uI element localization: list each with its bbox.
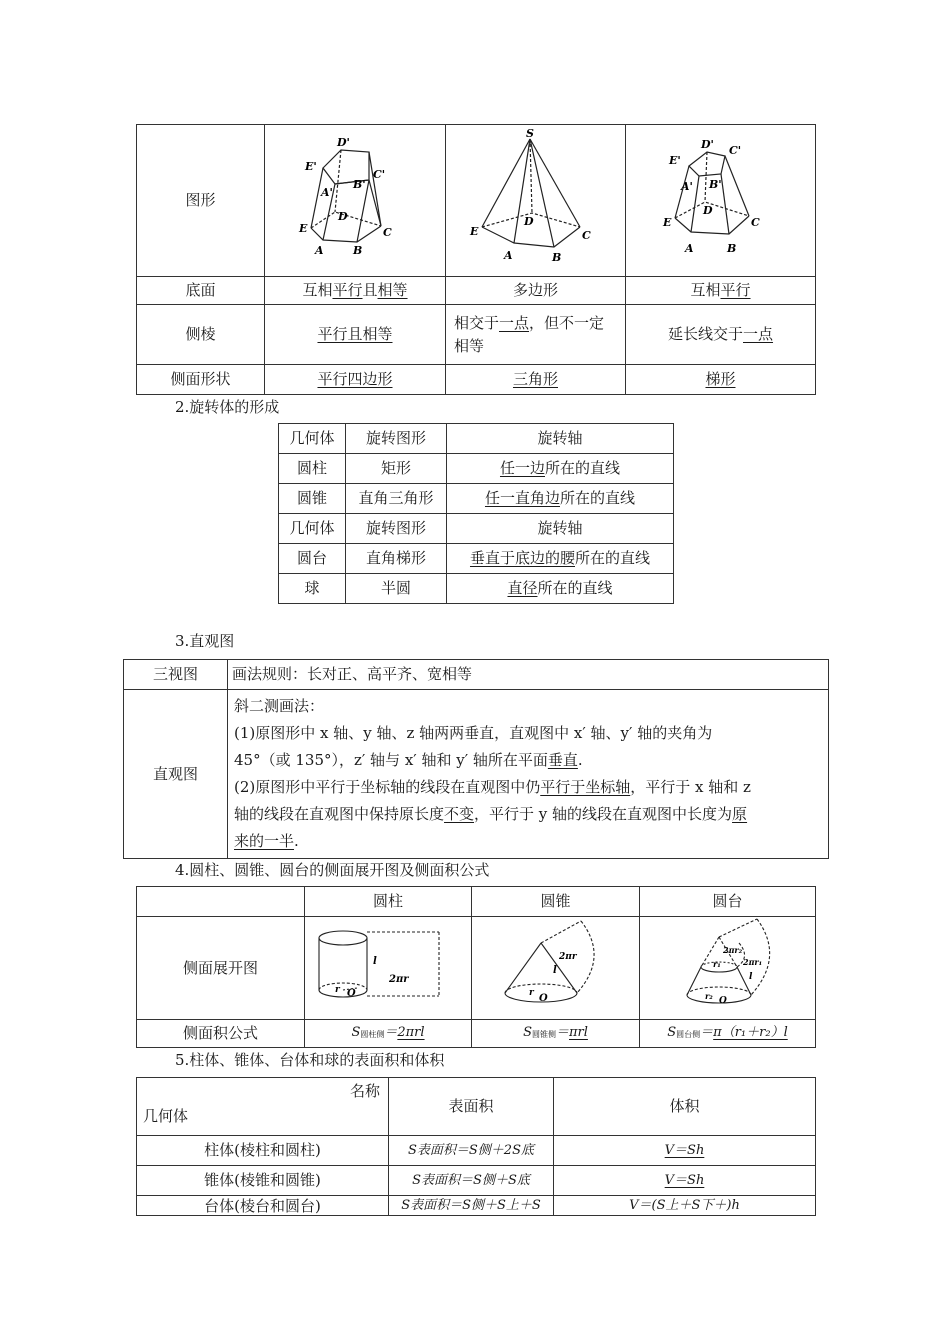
svg-text:A: A — [315, 244, 324, 258]
svg-text:A': A' — [680, 179, 693, 193]
rot-cell: 圆柱 — [279, 454, 346, 484]
svg-text:D': D' — [700, 137, 714, 151]
lat-unfold-label: 侧面展开图 — [137, 917, 305, 1020]
svg-text:r₁: r₁ — [712, 959, 721, 969]
section-4-title: 4.圆柱、圆锥、圆台的侧面展开图及侧面积公式 — [175, 861, 490, 879]
intuitive-rules: 斜二测画法： (1)原图形中 x 轴、y 轴、z 轴两两垂直，直观图中 x′ 轴、y′ 轴的夹角为 45°（或 135°），z′ 轴与 x′ 轴和 y′ 轴所在平面垂直. (2)原图形中平行于坐标轴的线段在直观图中仍平行于坐标轴，平行于 x 轴和 z 轴的线段在直观图中保持原长度不变，平行于 y 轴的线段在直观图中长度为原 来的一半. — [228, 690, 829, 859]
frustum-formula: S圆台侧＝π（r₁＋r₂）l — [640, 1019, 816, 1047]
row-label-figure: 图形 — [137, 125, 265, 277]
frustum-face-shape: 梯形 — [626, 365, 816, 395]
svg-text:C: C — [581, 229, 591, 243]
svg-text:D: D — [523, 215, 534, 229]
vol-row-volume: V＝Sh — [554, 1136, 816, 1166]
cylinder-unfold — [305, 917, 472, 1020]
frustum-unfold-diagram — [653, 917, 803, 1012]
svg-text:E: E — [662, 215, 671, 229]
lateral-area-table — [136, 886, 816, 1048]
frustum-unfold — [640, 917, 816, 1020]
three-view-rule: 画法规则：长对正、高平齐、宽相等 — [228, 660, 829, 690]
rot-cell: 球 — [279, 574, 346, 604]
svg-text:r₂: r₂ — [704, 991, 713, 1001]
intuitive-view-table — [123, 659, 829, 859]
row-label-base: 底面 — [137, 277, 265, 305]
svg-text:E: E — [469, 225, 478, 239]
frustum-figure — [626, 125, 816, 277]
prism-face-shape: 平行四边形 — [265, 365, 446, 395]
three-view-label: 三视图 — [124, 660, 228, 690]
cylinder-formula: S圆柱侧＝2πrl — [305, 1019, 472, 1047]
frustum-lateral-edge: 延长线交于一点 — [626, 305, 816, 365]
svg-text:C': C' — [728, 143, 741, 157]
pyramid-face-shape: 三角形 — [446, 365, 626, 395]
lat-header-empty — [137, 887, 305, 917]
row-label-face-shape: 侧面形状 — [137, 365, 265, 395]
svg-text:2πr: 2πr — [558, 952, 577, 962]
svg-text:O: O — [538, 993, 548, 1004]
svg-text:D: D — [338, 210, 348, 224]
svg-text:D: D — [702, 203, 713, 217]
rot-header-figure: 旋转图形 — [346, 424, 447, 454]
prism-label: D' — [337, 136, 350, 150]
vol-header-name: 名称 — [349, 1082, 380, 1100]
svg-text:C: C — [383, 226, 392, 240]
frustum-diagram — [661, 130, 781, 265]
lat-formula-label: 侧面积公式 — [137, 1019, 305, 1047]
cone-unfold — [472, 917, 640, 1020]
frustum-base: 互相平行 — [626, 277, 816, 305]
vol-row-name: 台体(棱台和圆台) — [137, 1196, 389, 1216]
svg-text:A: A — [503, 249, 513, 263]
polyhedra-table — [136, 124, 816, 395]
rot-cell: 直角三角形 — [346, 484, 447, 514]
cone-formula: S圆锥侧＝πrl — [472, 1019, 640, 1047]
vol-row-name: 柱体(棱柱和圆柱) — [137, 1136, 389, 1166]
row-label-lateral-edge: 侧棱 — [137, 305, 265, 365]
volume-table — [136, 1077, 816, 1216]
rot-cell: 旋转轴 — [447, 514, 674, 544]
vol-row-area: S表面积＝S侧＋2S底 — [389, 1136, 554, 1166]
section-2-title: 2.旋转体的形成 — [175, 398, 280, 416]
rot-cell: 圆台 — [279, 544, 346, 574]
rot-header-axis: 旋转轴 — [447, 424, 674, 454]
svg-text:C: C — [750, 215, 760, 229]
intuitive-label: 直观图 — [124, 690, 228, 859]
svg-text:B: B — [726, 241, 736, 255]
prism-diagram — [295, 132, 415, 262]
rot-axis-frustum: 垂直于底边的腰所在的直线 — [447, 544, 674, 574]
cylinder-unfold-diagram — [313, 920, 463, 1010]
lat-header-cylinder: 圆柱 — [305, 887, 472, 917]
svg-text:B': B' — [708, 177, 722, 191]
svg-text:l: l — [373, 955, 377, 967]
prism-base: 互相平行且相等 — [265, 277, 446, 305]
rot-cell: 半圆 — [346, 574, 447, 604]
svg-text:E: E — [299, 222, 308, 236]
vol-header-volume: 体积 — [554, 1078, 816, 1136]
svg-text:E': E' — [668, 153, 681, 167]
pyramid-figure — [446, 125, 626, 277]
vol-header-body: 几何体 — [143, 1106, 189, 1125]
svg-text:r: r — [335, 984, 340, 995]
vol-row-volume: V＝Sh — [554, 1166, 816, 1196]
svg-text:E': E' — [305, 160, 317, 174]
svg-text:A: A — [684, 241, 694, 255]
pyramid-lateral-edge: 相交于一点，但不一定相等 — [446, 305, 626, 365]
vol-row-area: S表面积＝S侧＋S底 — [389, 1166, 554, 1196]
rot-cell: 圆锥 — [279, 484, 346, 514]
rot-axis-cylinder: 任一边所在的直线 — [447, 454, 674, 484]
svg-text:l: l — [748, 972, 752, 982]
svg-text:l: l — [552, 965, 557, 976]
vol-row-area: S表面积＝S侧＋S上＋S — [389, 1196, 554, 1216]
svg-text:O: O — [347, 987, 356, 999]
vol-row-name: 锥体(棱锥和圆锥) — [137, 1166, 389, 1196]
rot-axis-sphere: 直径所在的直线 — [447, 574, 674, 604]
svg-text:A': A' — [321, 186, 333, 200]
rot-header-body: 几何体 — [279, 424, 346, 454]
rot-cell: 矩形 — [346, 454, 447, 484]
vol-header-area: 表面积 — [389, 1078, 554, 1136]
lat-header-cone: 圆锥 — [472, 887, 640, 917]
svg-text:B: B — [551, 251, 561, 265]
svg-text:r: r — [528, 988, 534, 998]
prism-lateral-edge: 平行且相等 — [265, 305, 446, 365]
rot-axis-cone: 任一直角边所在的直线 — [447, 484, 674, 514]
svg-text:2πr₁: 2πr₁ — [742, 957, 762, 967]
svg-text:2πr: 2πr — [389, 973, 409, 985]
lat-header-frustum: 圆台 — [640, 887, 816, 917]
rot-cell: 直角梯形 — [346, 544, 447, 574]
svg-text:B: B — [353, 244, 363, 258]
section-5-title: 5.柱体、锥体、台体和球的表面积和体积 — [175, 1051, 445, 1069]
svg-text:O: O — [718, 996, 727, 1006]
rotation-table — [278, 423, 674, 604]
vol-header-diag — [137, 1078, 389, 1136]
rot-cell: 旋转图形 — [346, 514, 447, 544]
svg-text:B': B' — [353, 178, 366, 192]
svg-text:2πr₂: 2πr₂ — [722, 945, 742, 955]
rot-cell: 几何体 — [279, 514, 346, 544]
svg-text:S: S — [525, 127, 534, 141]
section-3-title: 3.直观图 — [175, 632, 235, 650]
cone-unfold-diagram — [481, 917, 631, 1012]
prism-figure — [265, 125, 446, 277]
vol-row-volume: V＝(S上＋S下＋)h — [554, 1196, 816, 1216]
pyramid-diagram — [466, 127, 606, 267]
pyramid-base: 多边形 — [446, 277, 626, 305]
svg-text:C': C' — [373, 168, 386, 182]
